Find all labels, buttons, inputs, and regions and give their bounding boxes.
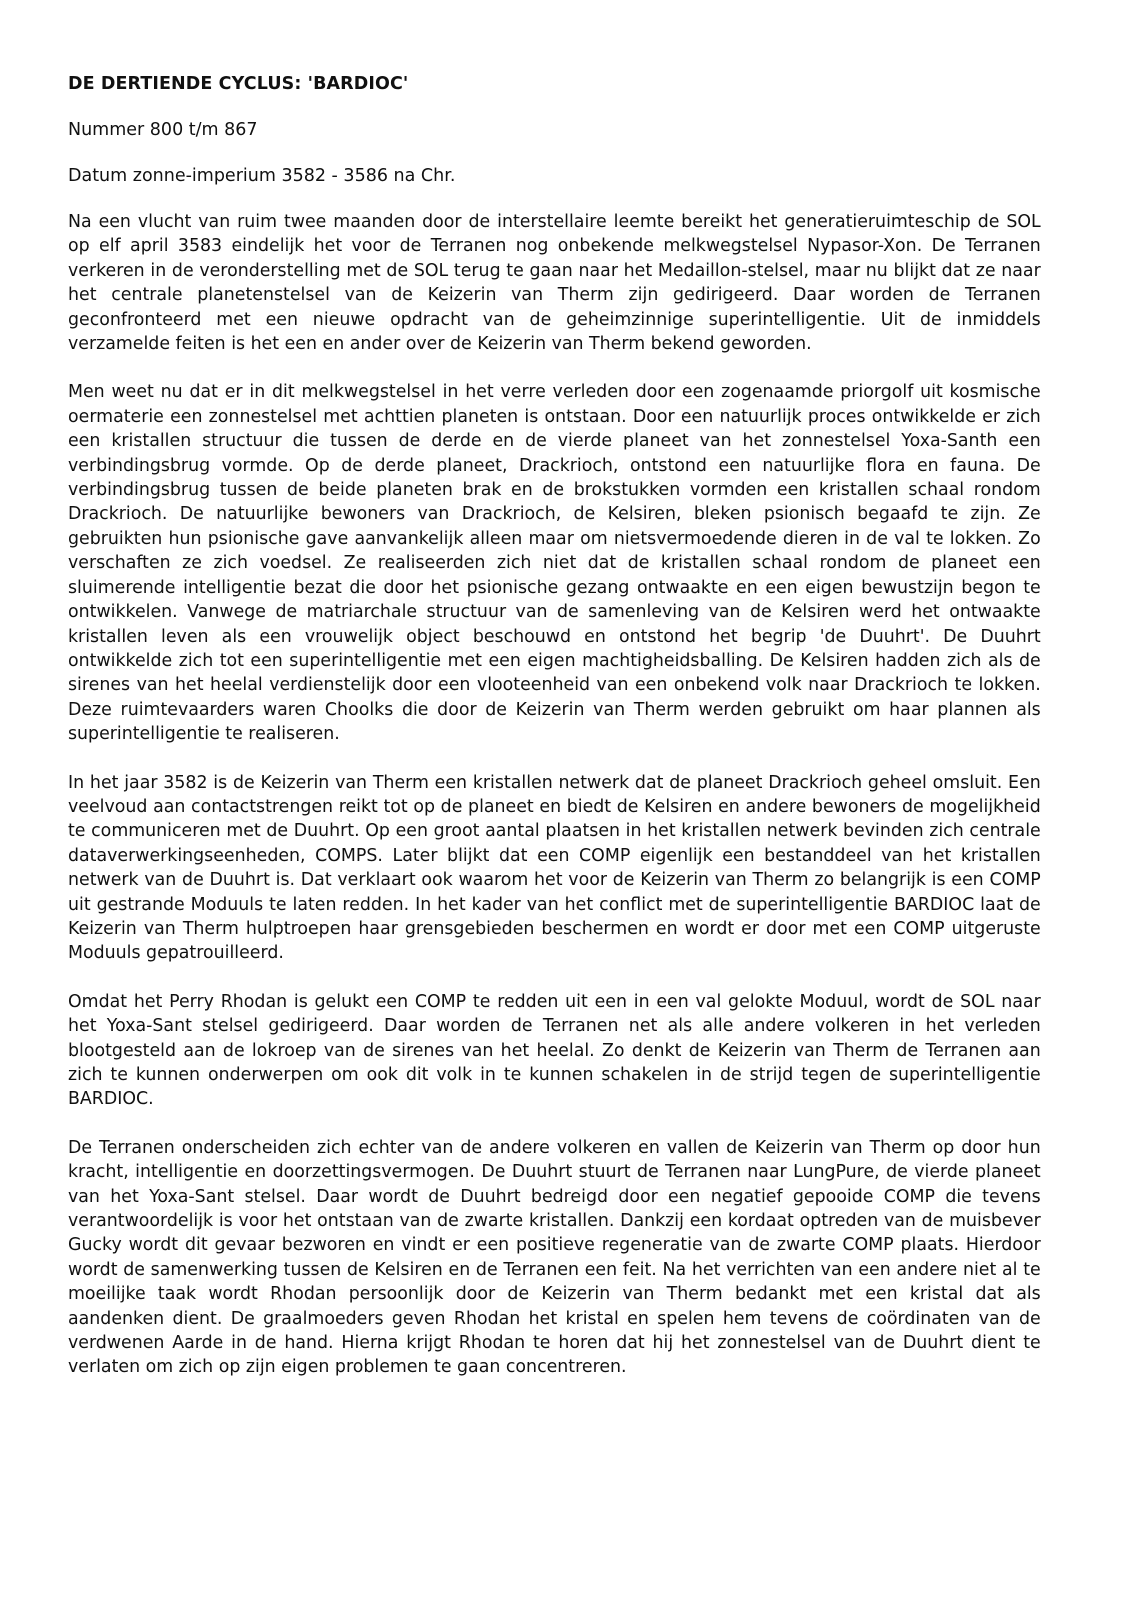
- paragraph-crystal-network: In het jaar 3582 is de Keizerin van Therm een kristallen netwerk dat de planeet Drackrioch geheel omsluit. Een veelvoud aan contactstrengen reikt tot op de planeet en biedt de Kelsiren en andere bewoners de mogelijkheid te communiceren met de Duuhrt. Op een groot aantal plaatsen in het kristallen netwerk bevinden zich centrale dataverwerkingseenheden, COMPS. Later blijkt dat een COMP eigenlijk een bestanddeel van het kristallen netwerk van de Duuhrt is. Dat verklaart ook waarom het voor de Keizerin van Therm zo belangrijk is een COMP uit gestrande Moduuls te laten redden. In het kader van het conflict met de superintelligentie BARDIOC laat de Keizerin van Therm hulptroepen haar grensgebieden beschermen en wordt er door met een COMP uitgeruste Moduuls gepatrouilleerd.: [68, 771, 1041, 964]
- paragraph-lungpure: De Terranen onderscheiden zich echter van de andere volkeren en vallen de Keizerin van Therm op door hun kracht, intelligentie en doorzettingsvermogen. De Duuhrt stuurt de Terranen naar LungPure, de vierde planeet van het Yoxa-Sant stelsel. Daar wordt de Duuhrt bedreigd door een negatief gepooide COMP die tevens verantwoordelijk is voor het ontstaan van de zwarte kristallen. Dankzij een kordaat optreden van de muisbever Gucky wordt dit gevaar bezworen en vindt er een positieve regeneratie van de zwarte COMP plaats. Hierdoor wordt de samenwerking tussen de Kelsiren en de Terranen een feit. Na het verrichten van een andere niet al te moeilijke taak wordt Rhodan persoonlijk door de Keizerin van Therm bedankt met een kristal dat als aandenken dient. De graalmoeders geven Rhodan het kristal en spelen hem tevens de coördinaten van de verdwenen Aarde in de hand. Hierna krijgt Rhodan te horen dat hij het zonnestelsel van de Duuhrt dient te verlaten om zich op zijn eigen problemen te gaan concentreren.: [68, 1136, 1041, 1378]
- issue-number-range: Nummer 800 t/m 867: [68, 120, 258, 140]
- date-range: Datum zonne-imperium 3582 - 3586 na Chr.: [68, 166, 456, 186]
- paragraph-origin-duuhrt: Men weet nu dat er in dit melkwegstelsel in het verre verleden door een zogenaamde priorgolf uit kosmische oermaterie een zonnestelsel met achttien planeten is ontstaan. Door een natuurlijk proces ontwikkelde er zich een kristallen structuur die tussen de derde en de vierde planeet van het zonnestelsel Yoxa-Santh een verbindingsbrug vormde. Op de derde planeet, Drackrioch, ontstond een natuurlijke flora en fauna. De verbindingsbrug tussen de beide planeten brak en de brokstukken vormden een kristallen schaal rondom Drackrioch. De natuurlijke bewoners van Drackrioch, de Kelsiren, bleken psionisch begaafd te zijn. Ze gebruikten hun psionische gave aanvankelijk alleen maar om nietsvermoedende dieren in de val te lokken. Zo verschaften ze zich voedsel. Ze realiseerden zich niet dat de kristallen schaal rondom de planeet een sluimerende intelligentie bezat die door het psionische gezang ontwaakte en een eigen bewustzijn begon te ontwikkelen. Vanwege de matriarchale structuur van de samenleving van de Kelsiren werd het ontwaakte kristallen leven als een vrouwelijk object beschouwd en ontstond het begrip 'de Duuhrt'. De Duuhrt ontwikkelde zich tot een superintelligentie met een eigen machtigheidsballing. De Kelsiren hadden zich als de sirenes van het heelal verdienstelijk door een vlooteenheid van een onbekend volk naar Drackrioch te lokken. Deze ruimtevaarders waren Choolks die door de Keizerin van Therm werden gebruikt om haar plannen als superintelligentie te realiseren.: [68, 381, 1041, 745]
- document-page: [68, 72, 1041, 1404]
- paragraph-sol-yoxa-sant: Omdat het Perry Rhodan is gelukt een COMP te redden uit een in een val gelokte Moduul, wordt de SOL naar het Yoxa-Sant stelsel gedirigeerd. Daar worden de Terranen net als alle andere volkeren in het verleden blootgesteld aan de lokroep van de sirenes van het heelal. Zo denkt de Keizerin van Therm de Terranen aan zich te kunnen onderwerpen om ook dit volk in te kunnen schakelen in de strijd tegen de superintelligentie BARDIOC.: [68, 990, 1041, 1110]
- document-title: DE DERTIENDE CYCLUS: 'BARDIOC': [68, 74, 409, 94]
- paragraph-intro: Na een vlucht van ruim twee maanden door de interstellaire leemte bereikt het generatieruimteschip de SOL op elf april 3583 eindelijk het voor de Terranen nog onbekende melkwegstelsel Nypasor-Xon. De Terranen verkeren in de veronderstelling met de SOL terug te gaan naar het Medaillon-stelsel, maar nu blijkt dat ze naar het centrale planetenstelsel van de Keizerin van Therm zijn gedirigeerd. Daar worden de Terranen geconfronteerd met een nieuwe opdracht van de geheimzinnige superintelligentie. Uit de inmiddels verzamelde feiten is het een en ander over de Keizerin van Therm bekend geworden.: [68, 211, 1041, 355]
